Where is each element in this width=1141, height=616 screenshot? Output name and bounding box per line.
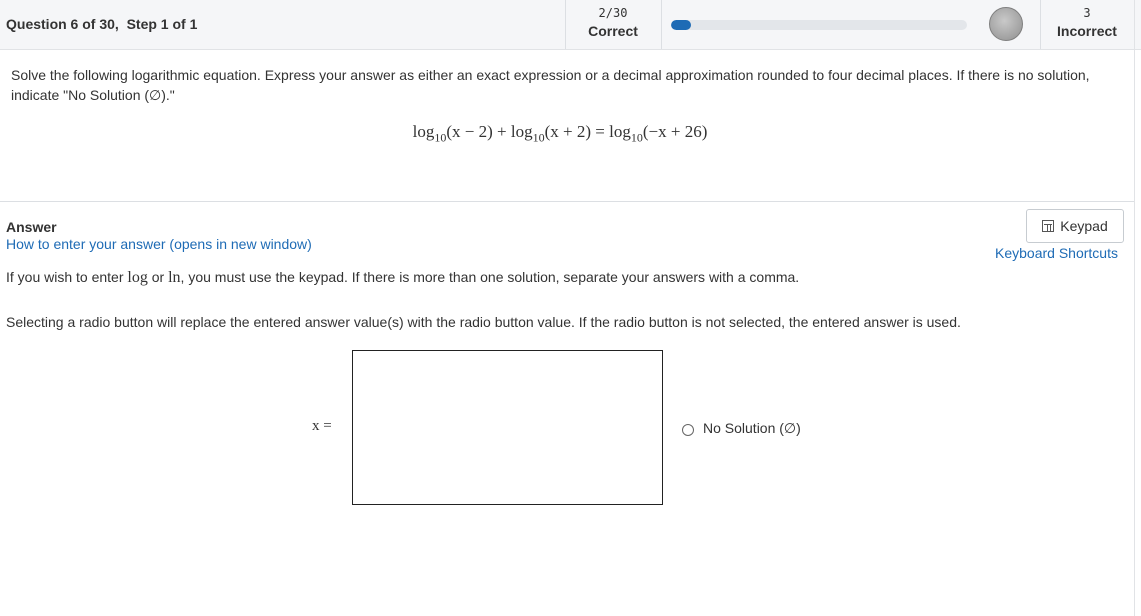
eq-base-2: 10	[532, 130, 545, 145]
x-equals-label: x =	[312, 418, 332, 434]
progress-fill	[671, 20, 691, 30]
eq-log-1: log	[412, 122, 435, 141]
no-solution-radio[interactable]	[682, 424, 694, 436]
equation	[0, 122, 1120, 145]
page-edge-divider	[1134, 0, 1135, 616]
eq-base-1: 10	[434, 130, 447, 145]
correct-counter	[565, 6, 661, 39]
eq-base-3: 10	[630, 130, 643, 145]
answer-heading: Answer	[6, 219, 57, 235]
section-divider	[0, 201, 1134, 202]
progress-bar	[671, 20, 967, 30]
top-bar	[0, 0, 1141, 50]
eq-equals: =	[591, 122, 610, 141]
eq-arg-3: (−x + 26)	[642, 122, 708, 141]
keypad-button[interactable]	[1026, 209, 1124, 243]
keypad-label: Keypad	[1060, 218, 1108, 234]
question-step-label: Question 6 of 30, Step 1 of 1	[6, 16, 198, 32]
instr-pre: If you wish to enter	[6, 269, 128, 285]
correct-label: Correct	[588, 23, 638, 39]
eq-arg-1: (x − 2)	[446, 122, 493, 141]
avatar-icon[interactable]	[989, 7, 1023, 41]
instr-or: or	[147, 269, 169, 285]
incorrect-counter	[1041, 6, 1133, 39]
eq-plus: +	[492, 122, 511, 141]
keyboard-shortcuts-link[interactable]: Keyboard Shortcuts	[995, 245, 1118, 261]
eq-arg-2: (x + 2)	[544, 122, 592, 141]
no-solution-label[interactable]: No Solution (∅)	[703, 420, 801, 436]
eq-log-2: log	[510, 122, 533, 141]
calculator-icon	[1042, 220, 1054, 232]
instr-ln: ln	[168, 269, 181, 286]
question-prompt: Solve the following logarithmic equation. Express your answer as either an exact expression or a decimal approximation rounded to four decimal places. If there is no solution, indicate "No Solution (∅)."	[11, 67, 1090, 103]
eq-log-3: log	[609, 122, 631, 141]
divider	[661, 0, 662, 49]
keypad-instruction	[6, 269, 799, 287]
instr-log: log	[127, 269, 148, 286]
incorrect-label: Incorrect	[1057, 23, 1117, 39]
how-to-enter-answer-link[interactable]: How to enter your answer (opens in new window)	[6, 236, 312, 252]
correct-count: 2/30	[598, 6, 628, 20]
incorrect-count: 3	[1083, 6, 1091, 20]
instr-post: , you must use the keypad. If there is more than one solution, separate your answers with a comma.	[180, 269, 800, 285]
answer-input[interactable]	[352, 350, 663, 505]
radio-instruction: Selecting a radio button will replace the entered answer value(s) with the radio button value. If the radio button is not selected, the entered answer is used.	[6, 314, 961, 330]
